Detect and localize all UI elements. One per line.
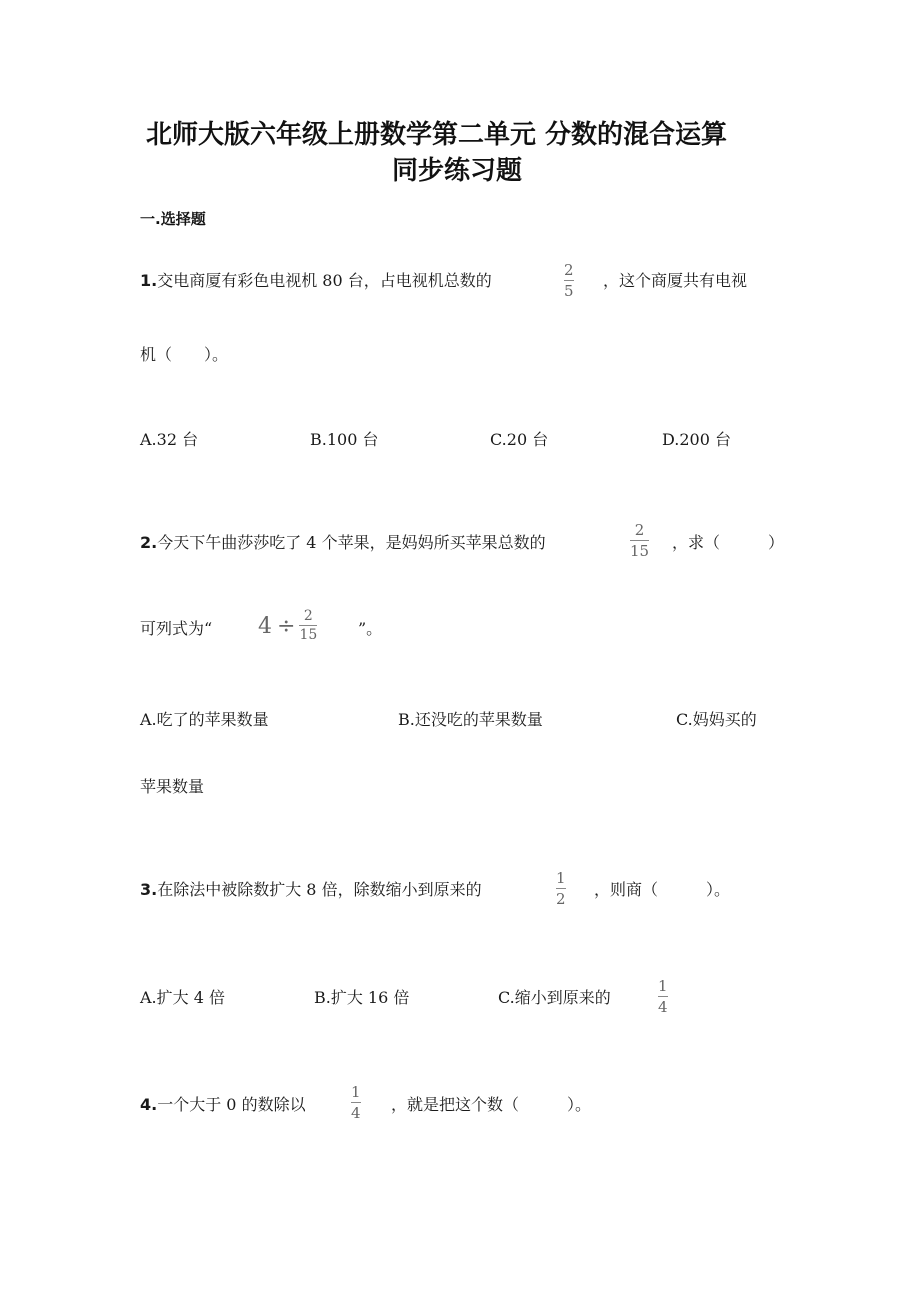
fraction-denominator: 5 xyxy=(564,282,574,300)
question-4-fraction xyxy=(351,1084,361,1122)
fraction-denominator: 15 xyxy=(630,542,650,560)
section-heading: 一.选择题 xyxy=(140,210,206,228)
question-3-stem-cont: ，则商（ ）。 xyxy=(594,880,731,899)
division-sign-icon: ÷ xyxy=(277,613,296,639)
question-1-number: 1. xyxy=(140,271,158,290)
question-3-option-a[interactable]: A.扩大 4 倍 xyxy=(140,988,225,1007)
expression-fraction xyxy=(299,609,317,643)
question-2-number: 2. xyxy=(140,533,158,552)
question-3-option-c[interactable]: C.缩小到原来的 xyxy=(498,988,611,1007)
fraction-numerator: 1 xyxy=(351,1083,361,1101)
question-2-text xyxy=(140,530,546,553)
question-2-fraction xyxy=(630,522,649,560)
question-4-text xyxy=(140,1092,306,1115)
question-3-stem: 在除法中被除数扩大 8 倍，除数缩小到原来的 xyxy=(157,880,482,899)
fraction-numerator: 2 xyxy=(303,608,313,624)
question-1-fraction xyxy=(564,262,574,300)
question-1-option-b[interactable]: B.100 台 xyxy=(310,430,379,449)
fraction-bar xyxy=(351,1102,361,1103)
question-1-stem-cont: ，这个商厦共有电视 xyxy=(603,271,748,290)
question-2-option-b[interactable]: B.还没吃的苹果数量 xyxy=(398,710,543,729)
question-1-text xyxy=(140,268,492,291)
fraction-denominator: 2 xyxy=(556,890,566,908)
question-3-text xyxy=(140,877,482,900)
question-4-stem: 一个大于 0 的数除以 xyxy=(157,1095,306,1114)
fraction-numerator: 2 xyxy=(564,261,574,279)
question-2-stem-cont: ，求（ ） xyxy=(672,533,785,552)
fraction-numerator: 2 xyxy=(634,521,645,539)
question-1-option-d[interactable]: D.200 台 xyxy=(662,430,731,449)
fraction-numerator: 1 xyxy=(658,977,668,995)
question-3-option-c-fraction xyxy=(658,978,668,1016)
fraction-denominator: 4 xyxy=(351,1104,361,1122)
page-title: 北师大版六年级上册数学第二单元 分数的混合运算 xyxy=(146,120,728,150)
question-1-option-c[interactable]: C.20 台 xyxy=(490,430,549,449)
question-2-line2: 可列式为“ xyxy=(140,619,213,638)
question-3-number: 3. xyxy=(140,880,158,899)
fraction-bar xyxy=(299,625,317,626)
question-2-option-a[interactable]: A.吃了的苹果数量 xyxy=(140,710,269,729)
question-2-line2-end: ”。 xyxy=(358,619,383,638)
fraction-bar xyxy=(556,888,566,889)
question-4-stem-cont: ，就是把这个数（ ）。 xyxy=(391,1095,592,1114)
question-1-option-a[interactable]: A.32 台 xyxy=(140,430,199,449)
question-2-option-c[interactable]: C.妈妈买的 xyxy=(676,710,757,729)
fraction-bar xyxy=(564,280,574,281)
question-3-fraction xyxy=(556,870,566,908)
page-subtitle: 同步练习题 xyxy=(392,156,523,186)
question-1-stem: 交电商厦有彩色电视机 80 台，占电视机总数的 xyxy=(157,271,492,290)
question-2-option-c-cont[interactable]: 苹果数量 xyxy=(140,777,205,796)
question-1-line2: 机（ ）。 xyxy=(140,345,229,364)
fraction-denominator: 15 xyxy=(299,627,318,643)
question-3-option-b[interactable]: B.扩大 16 倍 xyxy=(314,988,410,1007)
question-2-expression xyxy=(258,609,317,643)
fraction-numerator: 1 xyxy=(556,869,566,887)
fraction-denominator: 4 xyxy=(658,998,668,1016)
expression-integer: 4 xyxy=(258,613,272,639)
question-2-stem: 今天下午曲莎莎吃了 4 个苹果，是妈妈所买苹果总数的 xyxy=(157,533,546,552)
fraction-bar xyxy=(658,996,668,997)
question-4-number: 4. xyxy=(140,1095,158,1114)
fraction-bar xyxy=(630,540,649,541)
